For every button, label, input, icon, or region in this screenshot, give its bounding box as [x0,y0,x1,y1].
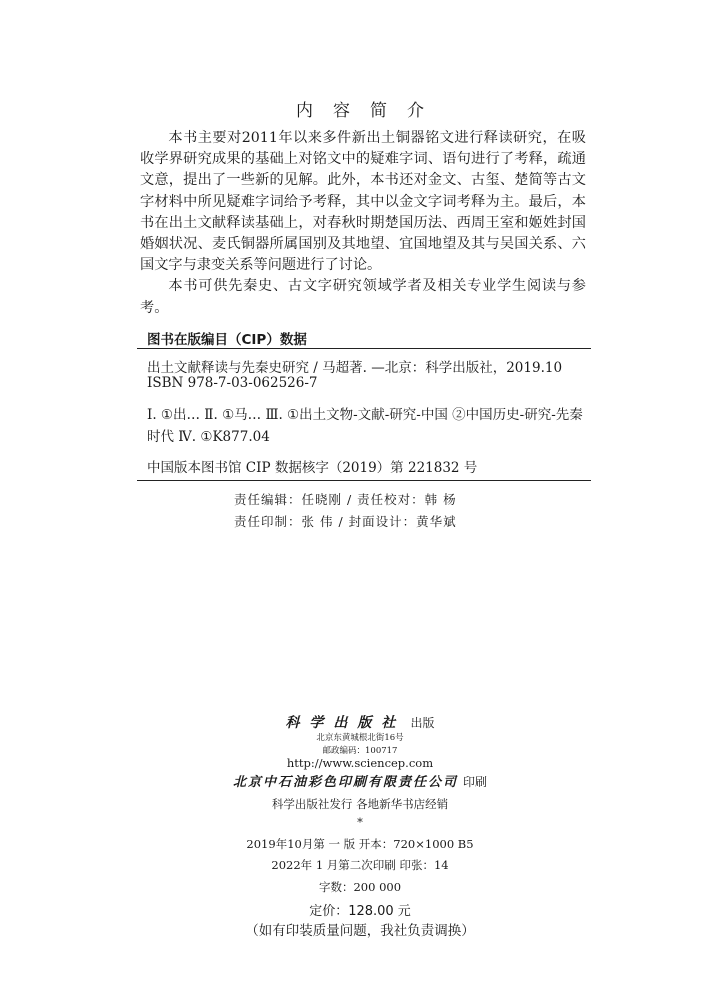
summary-body [140,128,586,319]
word-count: 字数：200 000 [318,880,402,894]
publisher-line [0,712,720,732]
cip-approval: 中国版本图书馆 CIP 数据核字（2019）第 221832 号 [147,460,478,476]
cip-isbn: ISBN 978-7-03-062526-7 [147,375,318,391]
separator-asterisk: * [357,815,363,829]
cip-classification: Ⅰ. ①出… Ⅱ. ①马… Ⅲ. ①出土文物-文献-研究-中国 ②中国历史-研究-先秦时代 Ⅳ. ①K877.04 [147,407,583,445]
printer-suffix: 印刷 [463,775,488,789]
cip-top-rule [137,348,591,349]
printing-info: 2022年 1 月第二次印刷 印张：14 [271,858,449,872]
publisher-postcode: 邮政编码：100717 [322,746,398,756]
printer-name: 北京中石油彩色印刷有限责任公司 [232,775,458,790]
summary-paragraph: 本书可供先秦史、古文字研究领域学者及相关专业学生阅读与参考。 [140,278,586,316]
summary-title: 内容简介 [296,101,444,121]
credits-editors: 责任编辑：任晓刚 / 责任校对：韩 杨 [234,492,457,507]
printer-line [0,771,720,790]
cip-heading: 图书在版编目（CIP）数据 [147,332,307,348]
credits-production: 责任印制：张 伟 / 封面设计：黄华斌 [234,514,457,529]
summary-paragraph: 本书主要对2011年以来多件新出土铜器铭文进行释读研究，在吸收学界研究成果的基础上对铭文中的疑难字词、语句进行了考释，疏通文意，提出了一些新的见解。此外，本书还对金文、古玺、楚简等古文字材料中所见疑难字词给予考释，其中以金文字词考释为主。最后，本书在出土文献释读基础上，对春秋时期楚国历法、西周王室和姬姓封国婚姻状况、麦氏铜器所属国别及其地望、宜国地望及其与吴国关系、六国文字与隶变关系等问题进行了讨论。 [140,130,586,274]
publisher-address: 北京东黄城根北街16号 [316,733,404,743]
price: 定价：128.00 元 [309,904,411,919]
cip-bottom-rule [137,480,591,481]
publisher-website: http://www.sciencep.com [286,756,434,770]
publisher-name: 科学出版社 [285,715,406,731]
publisher-suffix: 出版 [410,716,435,730]
quality-notice: （如有印装质量问题，我社负责调换） [245,923,475,939]
distribution: 科学出版社发行 各地新华书店经销 [271,797,449,811]
edition-info: 2019年10月第 一 版 开本：720×1000 B5 [246,837,474,851]
cip-bibliographic: 出土文献释读与先秦史研究 / 马超著. —北京：科学出版社，2019.10 [147,360,563,376]
